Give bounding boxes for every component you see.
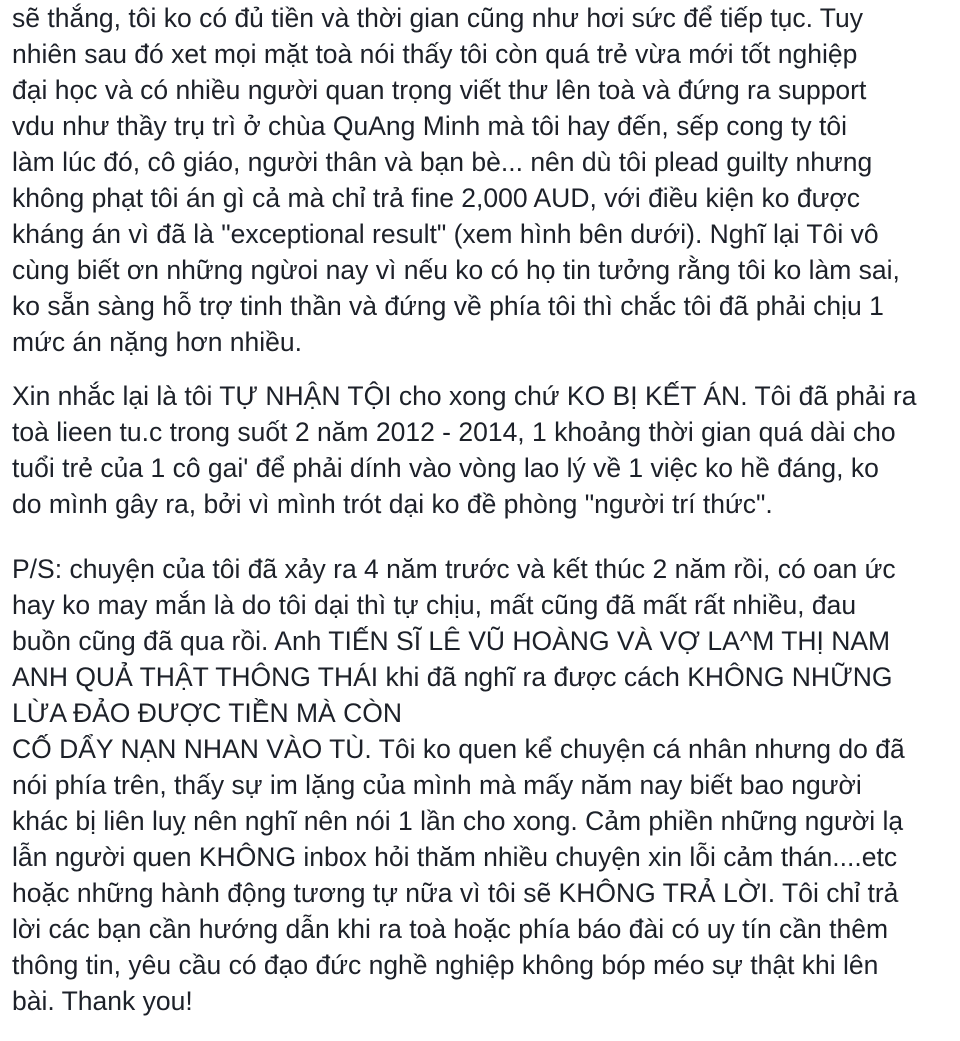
text-line: toà lieen tu.c trong suốt 2 năm 2012 - 2014, 1 khoảng thời gian quá dài cho [12, 417, 896, 447]
text-line: mức án nặng hơn nhiều. [12, 327, 302, 357]
text-line: ANH QUẢ THẬT THÔNG THÁI khi đã nghĩ ra được cách KHÔNG NHỮNG [12, 662, 893, 692]
text-line: ko sẵn sàng hỗ trợ tinh thần và đứng về phía tôi thì chắc tôi đã phải chịu 1 [12, 291, 884, 321]
text-line: Xin nhắc lại là tôi TỰ NHẬN TỘI cho xong chứ KO BỊ KẾT ÁN. Tôi đã phải ra [12, 381, 917, 411]
text-line: buồn cũng đã qua rồi. Anh TIẾN SĨ LÊ VŨ HOÀNG VÀ VỢ LA^M THỊ NAM [12, 626, 891, 656]
text-line: hay ko may mắn là do tôi dại thì tự chịu, mất cũng đã mất rất nhiều, đau [12, 590, 857, 620]
text-line: khác bị liên luỵ nên nghĩ nên nói 1 lần cho xong. Cảm phiền những người lạ [12, 806, 904, 836]
text-line: lời các bạn cần hướng dẫn khi ra toà hoặc phía báo đài có uy tín cần thêm [12, 914, 889, 944]
text-line: lẫn người quen KHÔNG inbox hỏi thăm nhiều chuyện xin lỗi cảm thán....etc [12, 842, 898, 872]
text-line: vdu như thầy trụ trì ở chùa QuAng Minh mà tôi hay đến, sếp cong ty tôi [12, 111, 847, 141]
text-line: nhiên sau đó xet mọi mặt toà nói thấy tôi còn quá trẻ vừa mới tốt nghiệp [12, 39, 858, 69]
text-line: tuổi trẻ của 1 cô gai' để phải dính vào vòng lao lý về 1 việc ko hề đáng, ko [12, 453, 879, 483]
text-line: bài. Thank you! [12, 986, 193, 1016]
text-line: P/S: chuyện của tôi đã xảy ra 4 năm trước và kết thúc 2 năm rồi, có oan ức [12, 554, 896, 584]
text-line: hoặc những hành động tương tự nữa vì tôi sẽ KHÔNG TRẢ LỜI. Tôi chỉ trả [12, 878, 899, 908]
text-line: LỪA ĐẢO ĐƯỢC TIỀN MÀ CÒN [12, 698, 402, 728]
text-line: nói phía trên, thấy sự im lặng của mình mà mấy năm nay biết bao người [12, 770, 862, 800]
text-line: do mình gây ra, bởi vì mình trót dại ko đề phòng "người trí thức". [12, 489, 773, 519]
text-line: cùng biết ơn những ngừoi nay vì nếu ko có họ tin tưởng rằng tôi ko làm sai, [12, 255, 900, 285]
text-line: sẽ thắng, tôi ko có đủ tiền và thời gian cũng như hơi sức để tiếp tục. Tuy [12, 3, 864, 33]
paragraph-2 [12, 378, 916, 522]
text-line: đại học và có nhiều người quan trọng viết thư lên toà và đứng ra support [12, 75, 867, 105]
text-line: thông tin, yêu cầu có đạo đức nghề nghiệp không bóp méo sự thật khi lên [12, 950, 879, 980]
text-line: làm lúc đó, cô giáo, người thân và bạn bè... nên dù tôi plead guilty nhưng [12, 147, 873, 177]
paragraph-1 [12, 0, 900, 360]
text-line: kháng án vì đã là "exceptional result" (xem hình bên dưới). Nghĩ lại Tôi vô [12, 219, 879, 249]
paragraph-3 [12, 551, 905, 1019]
text-line: CỐ DẨY NẠN NHAN VÀO TÙ. Tôi ko quen kể chuyện cá nhân nhưng do đã [12, 734, 905, 764]
text-line: không phạt tôi án gì cả mà chỉ trả fine 2,000 AUD, với điều kiện ko được [12, 183, 860, 213]
